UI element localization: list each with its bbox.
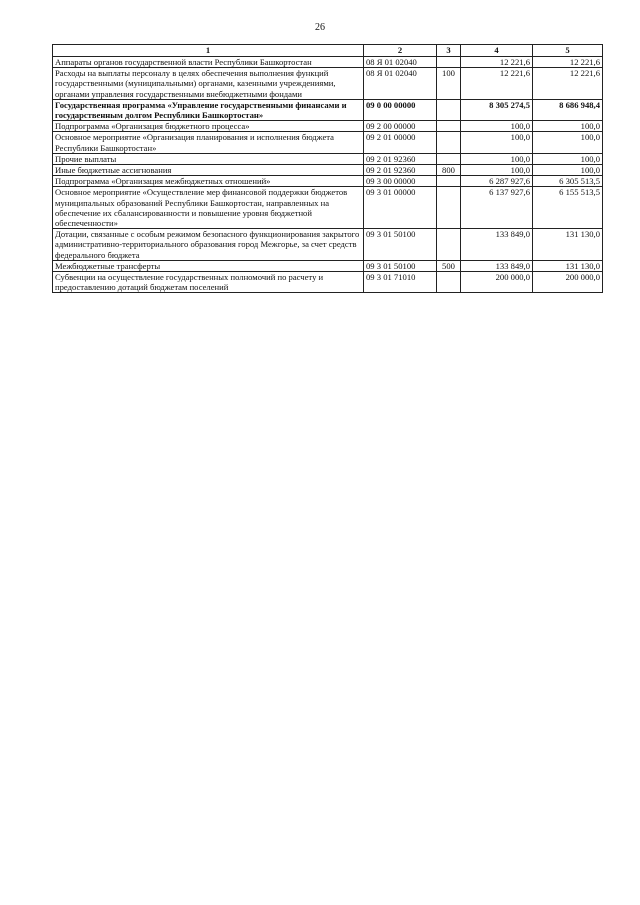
table-cell-code: 09 3 01 71010 [364, 272, 437, 293]
table-cell-type [437, 99, 461, 120]
table-cell-v2: 6 305 513,5 [533, 176, 603, 187]
table-cell-type [437, 187, 461, 229]
table-cell-code: 09 3 01 00000 [364, 187, 437, 229]
table-cell-code: 09 0 00 00000 [364, 99, 437, 120]
table-cell-v1: 100,0 [461, 153, 533, 164]
table-cell-type [437, 153, 461, 164]
header-cell-2: 2 [364, 45, 437, 57]
table-cell-code: 09 3 01 50100 [364, 229, 437, 261]
table-cell-code: 09 3 00 00000 [364, 176, 437, 187]
table-cell-v2: 200 000,0 [533, 272, 603, 293]
table-cell-v1: 100,0 [461, 121, 533, 132]
table-cell-v1: 6 287 927,6 [461, 176, 533, 187]
table-cell-code: 09 2 01 92360 [364, 153, 437, 164]
table-cell-v2: 12 221,6 [533, 57, 603, 68]
table-cell-v1: 133 849,0 [461, 260, 533, 271]
table-cell-v1: 100,0 [461, 132, 533, 153]
table-cell-type [437, 121, 461, 132]
table-cell-code: 09 2 01 00000 [364, 132, 437, 153]
table-cell-v2: 100,0 [533, 121, 603, 132]
table-cell-v1: 100,0 [461, 165, 533, 176]
table-cell-v1: 133 849,0 [461, 229, 533, 261]
table-cell-v2: 100,0 [533, 153, 603, 164]
table-row [53, 187, 603, 229]
table-cell-name: Расходы на выплаты персоналу в целях обеспечения выполнения функций государственными (муниципальными) органами, казенными учреждениями, органами управления государственными внебюджетными фондами [53, 68, 364, 100]
table-cell-code: 09 2 01 92360 [364, 165, 437, 176]
table-cell-name: Основное мероприятие «Осуществление мер финансовой поддержки бюджетов муниципальных образований Республики Башкортостан, направленных на обеспечение их сбалансированности и повышение уровня бюджетной обеспеченности» [53, 187, 364, 229]
table-cell-v1: 8 305 274,5 [461, 99, 533, 120]
table-cell-v1: 12 221,6 [461, 57, 533, 68]
table-cell-v1: 6 137 927,6 [461, 187, 533, 229]
table-cell-code: 08 Я 01 02040 [364, 57, 437, 68]
table-cell-name: Прочие выплаты [53, 153, 364, 164]
table-cell-v2: 131 130,0 [533, 260, 603, 271]
table-cell-v1: 12 221,6 [461, 68, 533, 100]
table-cell-type [437, 132, 461, 153]
table-row [53, 260, 603, 271]
table-cell-v2: 8 686 948,4 [533, 99, 603, 120]
table-cell-type: 100 [437, 68, 461, 100]
table-cell-name: Аппараты органов государственной власти Республики Башкортостан [53, 57, 364, 68]
header-cell-1: 1 [53, 45, 364, 57]
table-cell-name: Дотации, связанные с особым режимом безопасного функционирования закрытого административно-территориального образования город Межгорье, за счет средств федерального бюджета [53, 229, 364, 261]
table-cell-name: Основное мероприятие «Организация планирования и исполнения бюджета Республики Башкортостан» [53, 132, 364, 153]
table-row [53, 99, 603, 120]
table-body [53, 57, 603, 293]
table-header-row [53, 45, 603, 57]
budget-table [52, 44, 603, 293]
page-number: 26 [315, 22, 325, 33]
table-cell-v2: 100,0 [533, 165, 603, 176]
table-cell-name: Субвенции на осуществление государственных полномочий по расчету и предоставлению дотаций бюджетам поселений [53, 272, 364, 293]
table-row [53, 68, 603, 100]
table-cell-code: 08 Я 01 02040 [364, 68, 437, 100]
table-cell-type [437, 272, 461, 293]
table-cell-v1: 200 000,0 [461, 272, 533, 293]
table-cell-name: Подпрограмма «Организация бюджетного процесса» [53, 121, 364, 132]
table-row [53, 121, 603, 132]
table-cell-v2: 100,0 [533, 132, 603, 153]
table-cell-code: 09 2 00 00000 [364, 121, 437, 132]
table-cell-type: 800 [437, 165, 461, 176]
table-row [53, 176, 603, 187]
table-cell-name: Иные бюджетные ассигнования [53, 165, 364, 176]
table-cell-type [437, 57, 461, 68]
table-row [53, 132, 603, 153]
table-cell-name: Межбюджетные трансферты [53, 260, 364, 271]
table-row [53, 153, 603, 164]
table-cell-name: Государственная программа «Управление государственными финансами и государственным долгом Республики Башкортостан» [53, 99, 364, 120]
table-cell-type: 500 [437, 260, 461, 271]
table-row [53, 229, 603, 261]
table-cell-type [437, 176, 461, 187]
table-cell-v2: 12 221,6 [533, 68, 603, 100]
header-cell-3: 3 [437, 45, 461, 57]
table-cell-code: 09 3 01 50100 [364, 260, 437, 271]
table-cell-v2: 6 155 513,5 [533, 187, 603, 229]
table-cell-type [437, 229, 461, 261]
header-cell-4: 4 [461, 45, 533, 57]
table-cell-v2: 131 130,0 [533, 229, 603, 261]
header-cell-5: 5 [533, 45, 603, 57]
table-row [53, 165, 603, 176]
table-row [53, 57, 603, 68]
table-cell-name: Подпрограмма «Организация межбюджетных отношений» [53, 176, 364, 187]
table-row [53, 272, 603, 293]
